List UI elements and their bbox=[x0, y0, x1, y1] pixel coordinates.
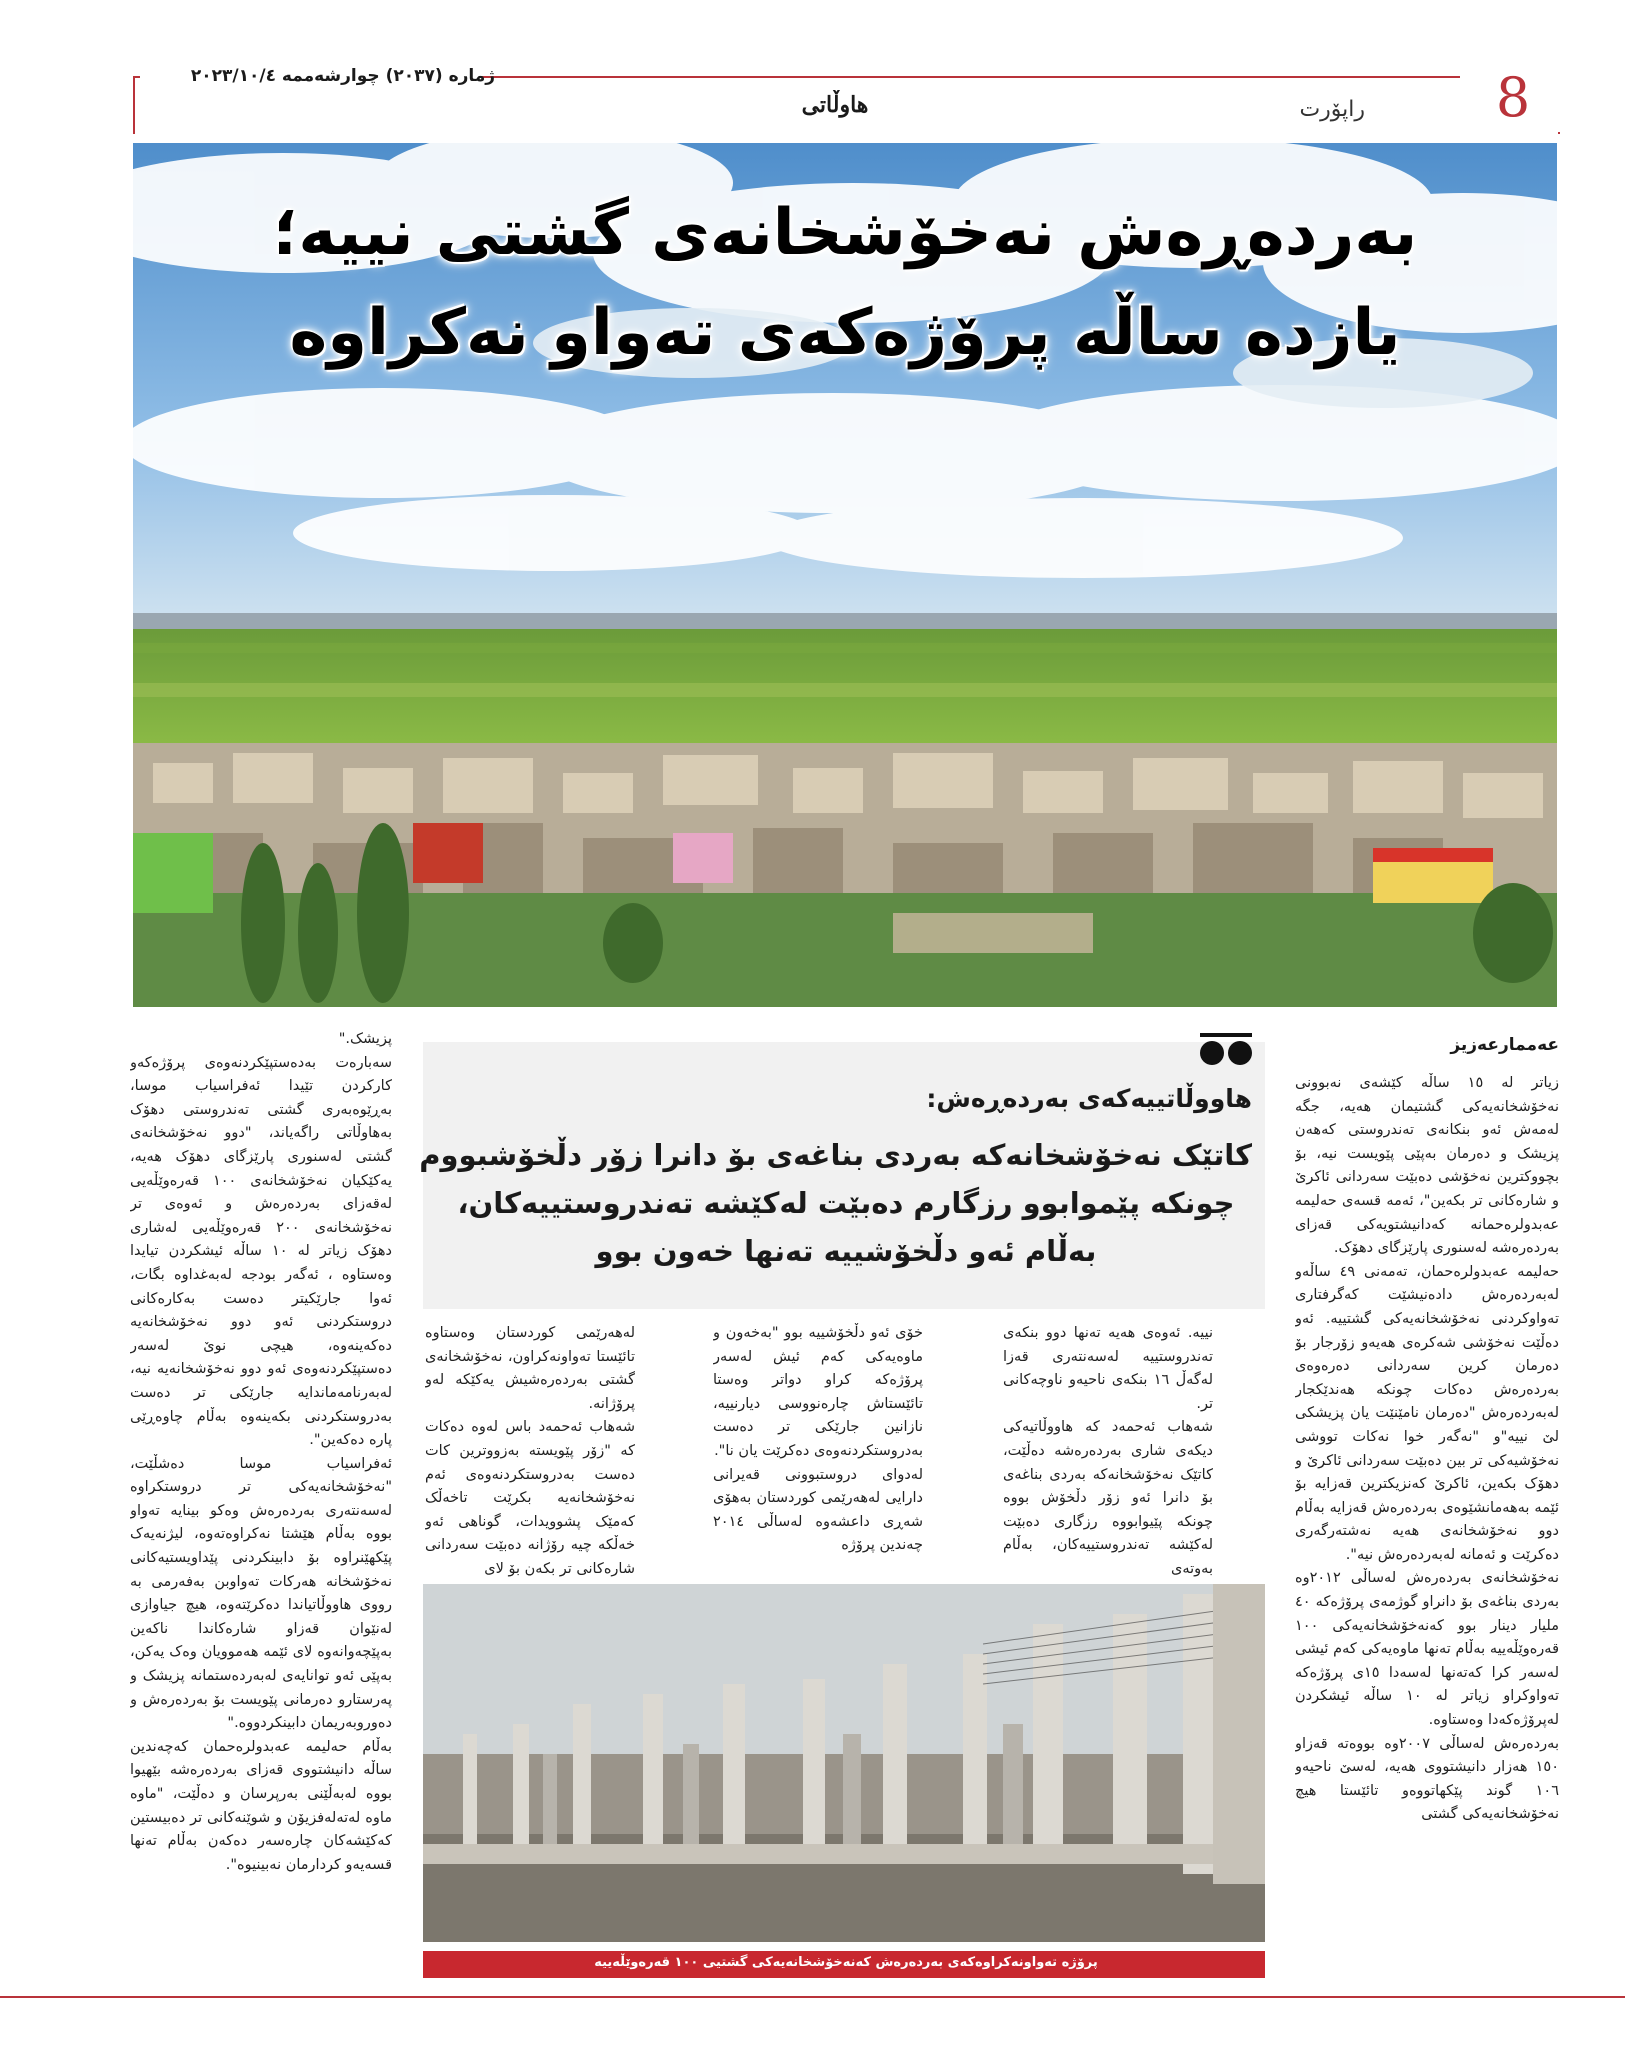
article-column-mid-1 bbox=[1003, 1322, 1213, 1580]
paragraph: پزیشک." bbox=[338, 1031, 392, 1047]
paragraph: ئەفراسیاب موسا دەشڵێت، "نەخۆشخانەیەکی تر دروستکراوە لەسەنتەری بەردەرەش وەکو بینایە تەواو بووە بەڵام هێشتا نەکراوەتەوە، لیژنەیەک پێکهێنراوە بۆ دابینکردنی پێداویستیەکانی نەخۆشخانە هەرکات تەواوبن بەفەرمی بە رووی هاووڵاتیاندا دەکرێتەوە، هیچ جیاوازی لەنێوان قەزاو شارەکاندا ناکەین بەپێچەوانەوە لای ئێمە هەموویان وەک یەکن، بەپێی ئەو توانایەی لەبەردەستمانە پزیشک و پەرستارو دەرمانی پێویست بۆ بەردەرەش و دەوروبەریمان دابینکردووە." bbox=[130, 1455, 392, 1732]
quote-glasses-icon bbox=[1198, 1033, 1254, 1067]
paragraph: شەهاب ئەحمەد کە هاووڵاتیەکی دیکەی شاری بەردەرەشە دەڵێت، کاتێک نەخۆشخانەکە بەردی بناغەی بۆ دانرا ئەو زۆر دڵخۆش بووە چونکە پێیوابووە رزگاری دەبێت لەکێشە تەندروستییەکان، بەڵام بەوتەی bbox=[1003, 1419, 1213, 1577]
issue-date-line: ژمارە (٢٠٣٧) چوارشەممە ٢٠٢٣/١٠/٤ bbox=[190, 66, 496, 86]
page-number: 8 bbox=[1495, 66, 1531, 129]
pull-quote-text bbox=[419, 1131, 1252, 1275]
paragraph: نەخۆشخانەی بەردەرەش لەساڵی ٢٠١٢وە بەردی بناغەی بۆ دانراو گوژمەی پرۆژەکە ٤٠ ملیار دینار بوو کەنەخۆشخانەیەکی ١٠٠ قەرەوێڵەییە بەڵام تەنها ماوەیەکی کەم ئیشی لەسەر کرا کەتەنها لەسەدا ١٥ی پرۆژەکە تەواوکراو زیاتر لە ١٠ ساڵە ئیشکردن لەپرۆژەکەدا وەستاوە. bbox=[1295, 1570, 1559, 1729]
pull-quote-line-3: بەڵام ئەو دڵخۆشییە تەنها خەون بوو bbox=[595, 1234, 1097, 1268]
pull-quote-line-1: کاتێک نەخۆشخانەکە بەردی بناغەی بۆ دانرا زۆر دڵخۆشبووم bbox=[419, 1138, 1252, 1172]
paragraph: حەلیمە عەبدولرەحمان، تەمەنی ٤٩ ساڵەو لەبەردەرەش دادەنیشێت کەگرفتاری تەواوکردنی نەخۆشخانەیەکی گشتییە. ئەو دەڵێت نەخۆشی شەکرەی هەیەو زۆرجار بۆ دەرمان کرین سەردانی دەرەوەی بەردەرەش دەکات چونکە هەندێکجار لەبەردەرەش "دەرمان نامێنێت یان پزیشکی لێ نییە"و "نەگەر خوا نەکات تووشی نەخۆشیەکی تر بین دەبێت سەردانی ئاکرێ و دهۆک بکەین، ئاکرێ کەنزیکترین قەزایە بۆ ئێمە بەهەمانشێوەی بەردەرەش قەزایە بەڵام دوو نەخۆشخانەی هەیە نەشتەرگەری دەکرێت و ئەمانە لەبەردەرەش نیە". bbox=[1295, 1263, 1559, 1563]
newspaper-logo: هاوڵاتی bbox=[801, 92, 869, 118]
byline: عەممارعەزیز bbox=[1450, 1035, 1559, 1055]
paragraph: شەهاب ئەحمەد باس لەوە دەکات کە "زۆر پێویستە بەزووترین کات دەست بەدروستکردنەوەی ئەم نەخۆشخانەیە بکرێت تاخەڵک کەمێک پشوویدات، گوناهی ئەو خەڵکە چیە رۆژانە دەبێت سەردانی شارەکانی تر بکەن بۆ لای bbox=[425, 1419, 635, 1577]
article-column-mid-3 bbox=[425, 1322, 635, 1580]
paragraph: بەردەرەش لەساڵی ٢٠٠٧وە بووەتە قەزاو ١٥٠ هەزار دانیشتووی هەیە، لەسێ ناحیەو ١٠٦ گوند پێکهاتووەو تائێستا هیچ نەخۆشخانەیەکی گشتی bbox=[1295, 1735, 1559, 1823]
article-column-left bbox=[130, 1028, 392, 1978]
article-column-mid-2 bbox=[713, 1322, 923, 1580]
pull-quote-lead: هاووڵاتییەکەی بەردەڕەش: bbox=[926, 1084, 1252, 1113]
paragraph: لەدوای دروستبوونی قەیرانی دارایی لەهەرێمی کوردستان بەهۆی شەڕی داعشەوە لەساڵی ٢٠١٤ چەندین پرۆژە bbox=[713, 1466, 923, 1554]
bottom-rule bbox=[0, 1996, 1625, 1998]
paragraph: خۆی ئەو دڵخۆشییە بوو "بەخەون و ماوەیەکی کەم ئیش لەسەر پرۆژەکە کراو دواتر وەستا تائێستاش چارەنووسی دیارنییە، نازانین جارێکی تر دەست بەدروستکردنەوەی دەکرێت یان نا". bbox=[713, 1325, 923, 1459]
paragraph: زیاتر لە ١٥ ساڵە کێشەی نەبوونی نەخۆشخانەیەکی گشتیمان هەیە، جگە لەمەش ئەو بنکانەی تەندروستی کەهەن پزیشک و دەرمان بەپێی پێویست نیە، بۆ بچووکترین نەخۆشی دەبێت سەردانی ئاکرێ و شارەکانی تر بکەین"، ئەمە قسەی حەلیمە عەبدولرەحمانە کەدانیشتویەکی قەزای بەردەرەشە لەسنوری پارێزگای دهۆک. bbox=[1295, 1075, 1559, 1257]
pull-quote-line-2: چونکە پێموابوو رزگارم دەبێت لەکێشە تەندروستییەکان، bbox=[457, 1186, 1235, 1220]
paragraph: بەڵام حەلیمە عەبدولرەحمان کەچەندین ساڵە دانیشتووی قەزای بەردەرەشە بێهیوا بووە لەبەڵێنی بەرپرسان و دەڵێت، "ماوە ماوە لەتەلەفزیۆن و شوێنەکانی تر دەبیستین کەکێشەکان چارەسەر دەکەن بەڵام تەنها قسەیەو کردارمان نەبینیوە". bbox=[130, 1738, 392, 1873]
paragraph: سەبارەت بەدەستپێکردنەوەی پرۆژەکەو کارکردن تێیدا ئەفراسیاب موسا، بەڕێوەبەری گشتی تەندروستی دهۆک بەهاوڵاتی راگەیاند، "دوو نەخۆشخانەی گشتی لەسنوری پارێزگای دهۆک هەیە، یەکێکیان نەخۆشخانەی ١٠٠ قەرەوێڵەیی لەقەزای بەردەرەش و ئەوەی تر نەخۆشخانەی ٢٠٠ قەرەوێڵەیی لەشاری دهۆک زیاتر لە ١٠ ساڵە ئیشکردن تیایدا وەستاوە ، ئەگەر بودجە لەبەغداوە بگات، ئەوا جارێکیتر دەست بەکارەکانی دروستکردنی ئەو دوو نەخۆشخانەیە دەکەینەوە، هیچی نوێ لەسەر دەستپێکردنەوەی ئەو دوو نەخۆشخانەیە نیە، لەبەرنامەماندایە جارێکی تر دەست بەدروستکردنی بکەینەوە بەڵام چاوەڕێی پارە دەکەین". bbox=[130, 1054, 392, 1449]
headline-line-1: بەردەڕەش نەخۆشخانەی گشتی نییە؛ bbox=[272, 196, 1418, 270]
photo-caption: پرۆژە تەواونەکراوەکەی بەردەرەش کەنەخۆشخانەیەکی گشتیی ١٠٠ قەرەوێڵەییە bbox=[594, 1955, 1098, 1970]
section-label: راپۆرت bbox=[1299, 97, 1365, 122]
paragraph: نییە. ئەوەی هەیە تەنها دوو بنکەی تەندروستییە لەسەنتەری قەزا لەگەڵ ١٦ بنکەی ناحیەو ناوچەکانی تر. bbox=[1003, 1325, 1213, 1412]
headline bbox=[133, 183, 1557, 383]
paragraph: لەهەرێمی کوردستان وەستاوە تائێستا تەواونەکراون، نەخۆشخانەی گشتی بەردەرەشیش یەکێکە لەو پرۆژانە. bbox=[425, 1325, 635, 1412]
construction-site-photo bbox=[423, 1584, 1265, 1942]
headline-line-2: یازدە ساڵە پرۆژەکەی تەواو نەکراوە bbox=[289, 296, 1401, 370]
article-column-right bbox=[1295, 1072, 1559, 1978]
